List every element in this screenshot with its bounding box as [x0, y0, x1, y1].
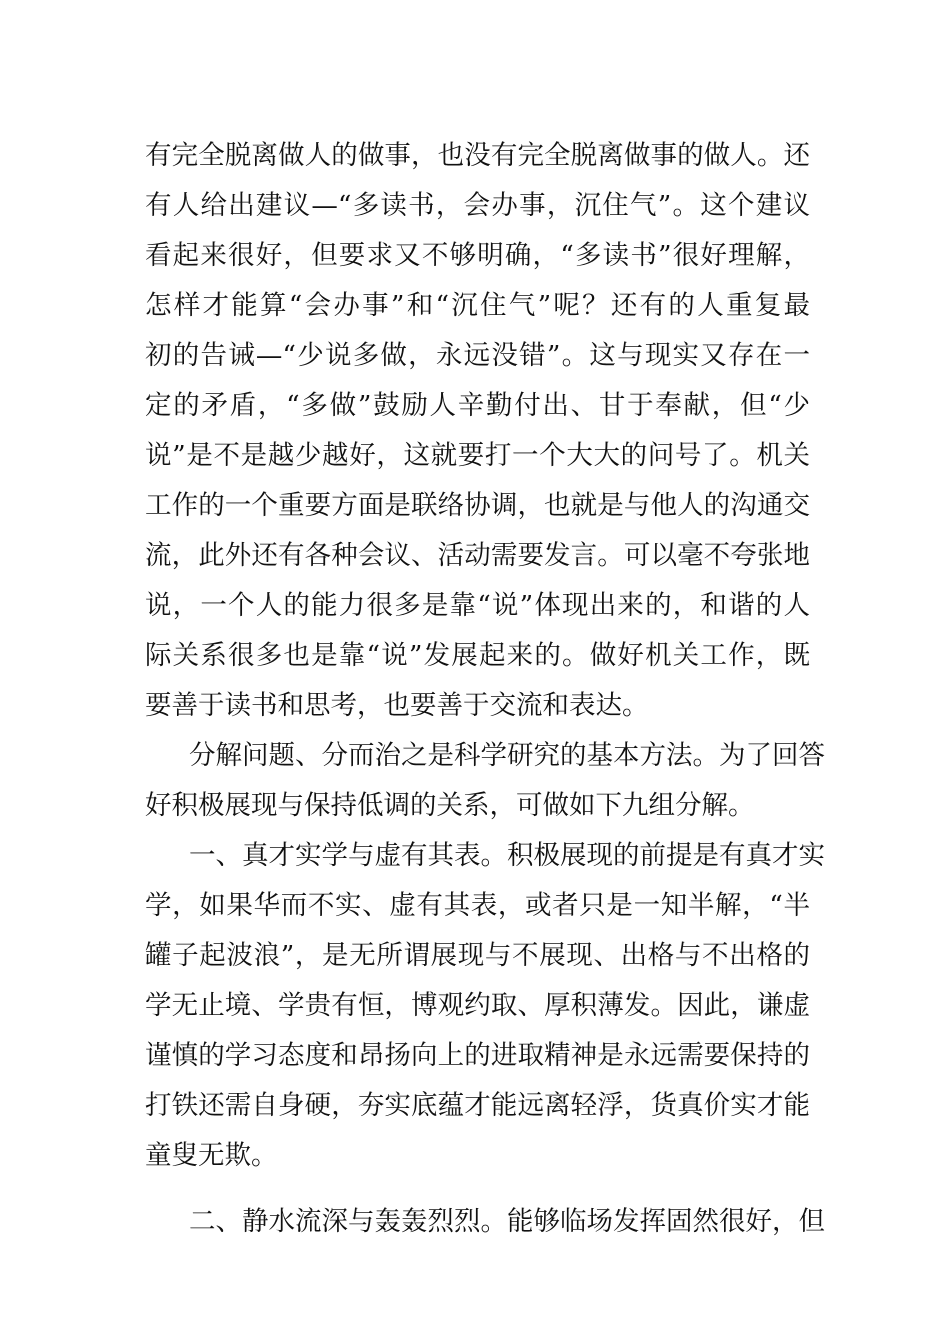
text-line: 二、静水流深与轰轰烈烈。能够临场发挥固然很好，但: [189, 1206, 825, 1237]
text-line: 谨慎的学习态度和昂扬向上的进取精神是永远需要保持的: [145, 1040, 810, 1071]
paragraph-2: [145, 731, 825, 831]
document-body: [145, 131, 825, 1247]
text-line: 罐子起波浪”，是无所谓展现与不展现、出格与不出格的: [145, 940, 810, 971]
text-line: 说，一个人的能力很多是靠“说”体现出来的，和谐的人: [145, 590, 810, 621]
text-line: 定的矛盾，“多做”鼓励人辛勤付出、甘于奉献，但“少: [145, 390, 810, 421]
text-line: 童叟无欺。: [145, 1140, 278, 1171]
text-line: 流，此外还有各种会议、活动需要发言。可以毫不夸张地: [145, 540, 810, 571]
text-line: 学无止境、学贵有恒，博观约取、厚积薄发。因此，谦虚: [145, 990, 810, 1021]
text-line: 好积极展现与保持低调的关系，可做如下九组分解。: [145, 790, 755, 821]
text-line: 初的告诫—“少说多做，永远没错”。这与现实又存在一: [145, 340, 810, 371]
text-line: 看起来很好，但要求又不够明确，“多读书”很好理解，: [145, 240, 810, 271]
text-line: 说”是不是越少越好，这就要打一个大大的问号了。机关: [145, 440, 810, 471]
text-line: 分解问题、分而治之是科学研究的基本方法。为了回答: [189, 740, 825, 771]
text-line: 学，如果华而不实、虚有其表，或者只是一知半解，“半: [145, 890, 810, 921]
text-line: 一、真才实学与虚有其表。积极展现的前提是有真才实: [189, 840, 825, 871]
text-line: 要善于读书和思考，也要善于交流和表达。: [145, 690, 649, 721]
text-line: 有完全脱离做人的做事，也没有完全脱离做事的做人。还: [145, 140, 810, 171]
paragraph-3: [145, 831, 825, 1181]
paragraph-4: [145, 1197, 825, 1247]
text-line: 打铁还需自身硬，夯实底蕴才能远离轻浮，货真价实才能: [145, 1090, 810, 1121]
text-line: 际关系很多也是靠“说”发展起来的。做好机关工作，既: [145, 640, 810, 671]
paragraph-1: [145, 131, 810, 731]
text-line: 怎样才能算“会办事”和“沉住气”呢？还有的人重复最: [145, 290, 810, 321]
paragraph-gap: [145, 1181, 810, 1197]
text-line: 有人给出建议—“多读书，会办事，沉住气”。这个建议: [145, 190, 810, 221]
text-line: 工作的一个重要方面是联络协调，也就是与他人的沟通交: [145, 490, 810, 521]
